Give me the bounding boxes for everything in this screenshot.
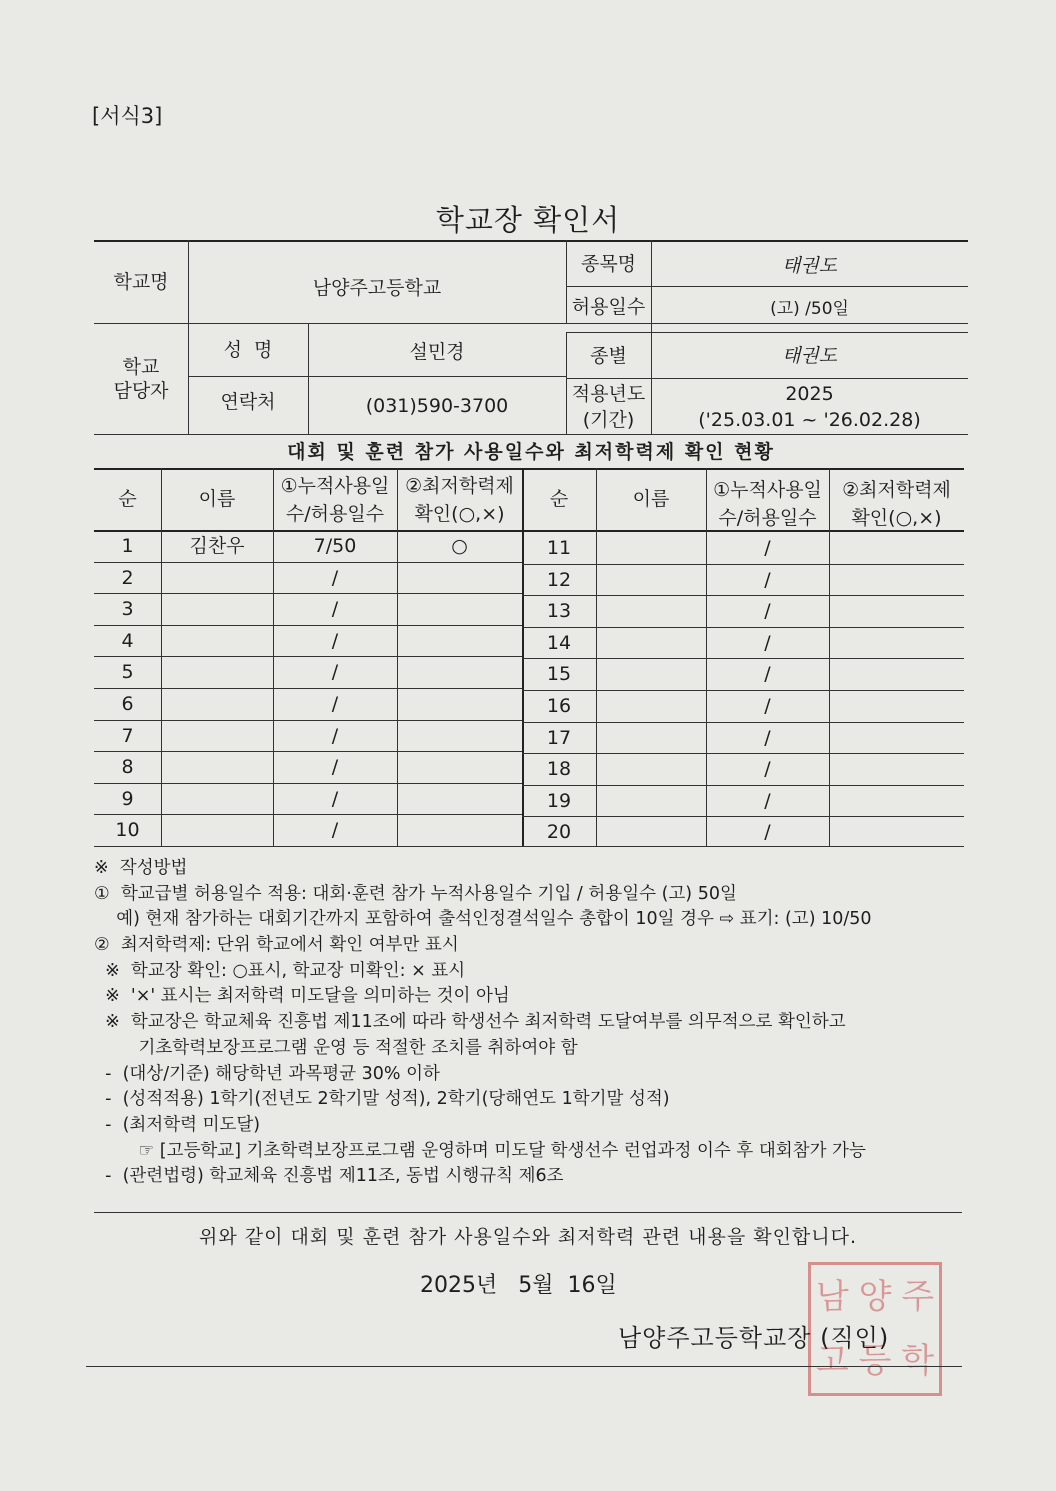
instructions — [94, 856, 872, 1190]
sport-value: 태권도 — [781, 255, 838, 277]
table-cell-no: 17 — [546, 727, 572, 749]
table-cell-no: 8 — [121, 756, 134, 778]
table-cell-days: / — [331, 819, 339, 841]
table-cell-check — [397, 720, 522, 752]
school-name-value: 남양주고등학교 — [312, 276, 442, 299]
note-line: 예) 현재 참가하는 대회기간까지 포함하여 출석인정결석일수 총합이 10일 경우 ⇨ 표기: (고) 10/50 — [94, 909, 872, 930]
col-header-no-right: 순 — [549, 488, 569, 510]
table-cell-no: 4 — [121, 630, 134, 652]
sport-label: 종목명 — [580, 253, 637, 275]
note-line: - (최저학력 미도달) — [94, 1114, 261, 1135]
table-cell-name: 김찬우 — [189, 535, 245, 557]
note-line: ☞ [고등학교] 기초학력보장프로그램 운영하며 미도달 학생선수 런업과정 이수 후 대회참가 가능 — [94, 1140, 866, 1161]
table-cell-days: / — [331, 567, 339, 589]
table-cell-days: / — [764, 821, 771, 843]
note-line: - (관련법령) 학교체육 진흥법 제11조, 동법 시행규칙 제6조 — [94, 1166, 564, 1187]
year-value: 2025 — [785, 383, 834, 405]
school-name-label: 학교명 — [113, 270, 169, 293]
event-label: 종별 — [590, 345, 627, 367]
note-line: ※ 작성방법 — [94, 858, 188, 878]
note-line: ※ 학교장 확인: ○표시, 학교장 미확인: × 표시 — [94, 960, 466, 981]
table-cell-days: / — [764, 600, 771, 622]
table-cell-check — [397, 751, 522, 783]
table-cell-no: 14 — [546, 632, 572, 654]
table-cell-no: 11 — [546, 537, 572, 559]
note-line: ※ '×' 표시는 최저학력 미도달을 의미하는 것이 아님 — [94, 986, 510, 1007]
table-cell-no: 16 — [546, 695, 572, 717]
official-seal: 남 양 주 고 등 학 — [808, 1262, 942, 1396]
col-header-check-right: ②최저학력제 — [842, 479, 951, 501]
section-title: 대회 및 훈련 참가 사용일수와 최저학력제 확인 현황 — [287, 441, 775, 463]
table-cell-check — [829, 595, 964, 627]
table-cell-check — [397, 562, 522, 594]
table-cell-days: / — [331, 788, 339, 810]
table-cell-days: / — [331, 756, 339, 778]
table-cell-name — [161, 783, 273, 815]
period-label: (기간) — [582, 409, 635, 431]
note-line: - (성적적용) 1학기(전년도 2학기말 성적), 2학기(당해연도 1학기말 성적) — [94, 1089, 670, 1110]
table-cell-days: / — [764, 727, 771, 749]
table-cell-days: / — [764, 632, 771, 654]
table-cell-name — [161, 593, 273, 625]
note-line: - (대상/기준) 해당학년 과목평균 30% 이하 — [94, 1063, 440, 1084]
table-cell-name — [161, 688, 273, 720]
table-cell-days: / — [764, 537, 771, 559]
table-cell-no: 13 — [546, 600, 572, 622]
allowed-days-label: 허용일수 — [571, 296, 646, 318]
col-header-check-2: 확인(○,×) — [414, 503, 505, 525]
table-cell-check — [397, 656, 522, 688]
table-cell-no: 18 — [546, 758, 572, 780]
form-number: [서식3] — [92, 104, 163, 128]
note-line: ② 최저학력제: 단위 학교에서 확인 여부만 표시 — [94, 935, 459, 956]
col-header-no: 순 — [118, 488, 137, 510]
table-cell-days: / — [331, 661, 339, 683]
year-label: 적용년도 — [571, 383, 646, 405]
issue-date: 2025년 5월 16일 — [420, 1273, 617, 1298]
table-cell-name — [596, 785, 706, 817]
note-line: 기초학력보장프로그램 운영 등 적절한 조치를 취하여야 함 — [94, 1037, 578, 1058]
name-value: 설민경 — [409, 341, 465, 363]
manager-label: 학교 담당자 — [113, 355, 169, 402]
table-cell-name — [161, 751, 273, 783]
table-cell-no: 19 — [546, 790, 572, 812]
table-cell-check — [829, 627, 964, 659]
allowed-days-value: (고) /50일 — [770, 299, 849, 319]
contact-value: (031)590-3700 — [365, 395, 509, 417]
table-cell-name — [596, 690, 706, 722]
col-header-name-right: 이름 — [632, 488, 670, 510]
table-cell-check — [829, 785, 964, 817]
col-header-check: ②최저학력제 — [405, 475, 514, 497]
table-cell-check — [829, 532, 964, 564]
contact-label: 연락처 — [220, 391, 276, 413]
table-cell-no: 10 — [115, 819, 140, 841]
table-cell-check — [397, 783, 522, 815]
note-line: ① 학교급별 허용일수 적용: 대회·훈련 참가 누적사용일수 기입 / 허용일수 (고) 50일 — [94, 883, 737, 904]
table-cell-no: 3 — [121, 598, 134, 620]
table-cell-no: 2 — [121, 567, 134, 589]
table-cell-days: / — [764, 758, 771, 780]
table-cell-check — [829, 690, 964, 722]
table-cell-name — [596, 595, 706, 627]
principal-signature: 남양주고등학교장 (직인) — [618, 1324, 890, 1352]
table-cell-no: 9 — [121, 788, 134, 810]
table-cell-no: 15 — [546, 663, 572, 685]
table-cell-name — [596, 627, 706, 659]
table-cell-check — [397, 688, 522, 720]
table-cell-days: / — [764, 663, 771, 685]
col-header-days-right: ①누적사용일 — [713, 479, 822, 501]
table-cell-days: / — [764, 695, 771, 717]
period-value: ('25.03.01 ~ '26.02.28) — [698, 409, 921, 431]
table-cell-no: 5 — [121, 661, 134, 683]
col-header-days-2: 수/허용일수 — [285, 503, 385, 525]
event-value: 태권도 — [781, 345, 838, 367]
table-cell-days: / — [331, 630, 339, 652]
confirmation-text: 위와 같이 대회 및 훈련 참가 사용일수와 최저학력 관련 내용을 확인합니다. — [198, 1226, 858, 1248]
table-cell-days: / — [331, 725, 339, 747]
table-cell-name — [596, 722, 706, 754]
table-cell-name — [161, 720, 273, 752]
table-cell-check: ○ — [451, 535, 468, 557]
table-cell-no: 12 — [546, 569, 572, 591]
table-cell-no: 1 — [121, 535, 134, 557]
table-cell-check — [829, 722, 964, 754]
table-cell-name — [596, 816, 706, 848]
table-cell-name — [161, 625, 273, 657]
table-cell-days: / — [331, 598, 339, 620]
name-label: 성 명 — [223, 339, 273, 361]
table-cell-name — [596, 564, 706, 596]
table-cell-name — [161, 814, 273, 846]
table-cell-name — [161, 656, 273, 688]
table-cell-days: / — [764, 790, 771, 812]
col-header-name: 이름 — [198, 488, 236, 510]
note-line: ※ 학교장은 학교체육 진흥법 제11조에 따라 학생선수 최저학력 도달여부를 의무적으로 확인하고 — [94, 1012, 846, 1033]
table-cell-check — [829, 658, 964, 690]
table-cell-check — [829, 753, 964, 785]
table-cell-name — [161, 562, 273, 594]
table-cell-no: 6 — [121, 693, 134, 715]
table-cell-no: 7 — [121, 725, 134, 747]
table-cell-check — [829, 816, 964, 848]
table-cell-check — [829, 564, 964, 596]
table-cell-check — [397, 593, 522, 625]
table-cell-check — [397, 625, 522, 657]
table-cell-name — [596, 658, 706, 690]
table-cell-name — [596, 532, 706, 564]
table-cell-name — [596, 753, 706, 785]
table-cell-check — [397, 814, 522, 846]
table-cell-no: 20 — [546, 821, 572, 843]
col-header-days-right-2: 수/허용일수 — [718, 507, 817, 529]
col-header-days: ①누적사용일 — [280, 475, 390, 497]
table-cell-days: / — [764, 569, 771, 591]
table-cell-days: / — [331, 693, 339, 715]
col-header-check-right-2: 확인(○,×) — [851, 507, 942, 529]
document-title: 학교장 확인서 — [435, 203, 621, 237]
table-cell-days: 7/50 — [313, 535, 357, 557]
